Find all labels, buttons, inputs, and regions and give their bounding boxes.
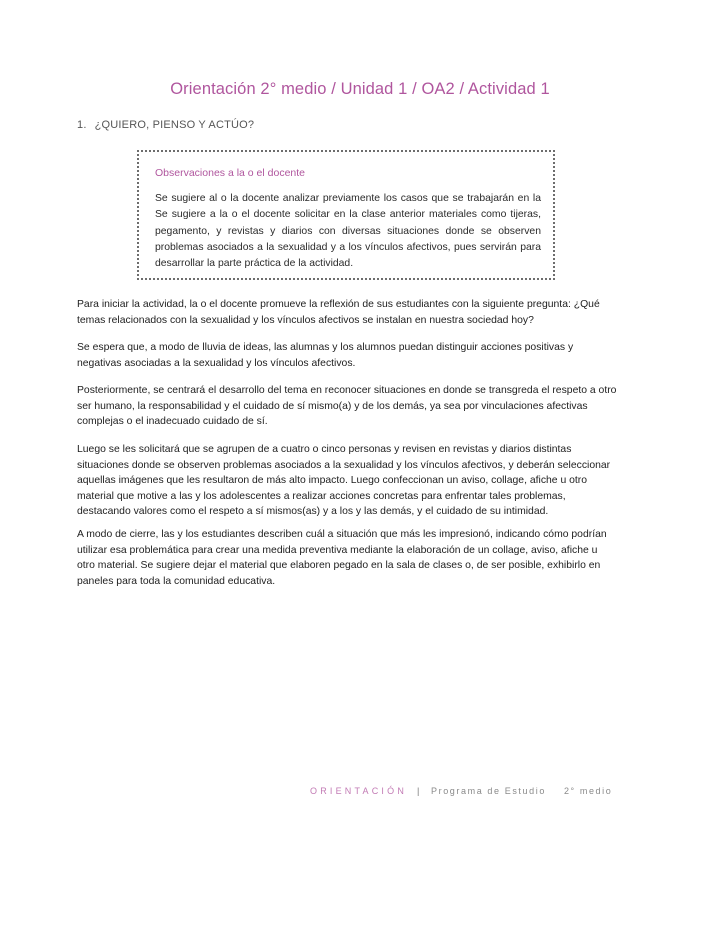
footer-brand: ORIENTACIÓN: [310, 786, 408, 796]
paragraph-closing: A modo de cierre, las y los estudiantes describen cuál a situación que más les impresionó, indicando cómo podrían utilizar esa problemática para crear una medida preventiva mediante la elaboración de un collage, aviso, afiche u otro material. Se sugiere dejar el material que elaboren pegado en la sala de clases o, de ser posible, exhibirlo en paneles para toda la comunidad educativa.: [77, 529, 607, 587]
footer-level: 2° medio: [563, 786, 613, 796]
page-title: Orientación 2° medio / Unidad 1 / OA2 / Actividad 1: [170, 80, 550, 98]
teacher-observations-box: [137, 150, 555, 280]
observations-body: Se sugiere al o la docente analizar previamente los casos que se trabajarán en la Se sugiere a la o el docente solicitar en la clase anterior materiales como tijeras, pegamento, y revistas y diarios con diversas situaciones donde se observen problemas asociados a la sexualidad y a los vínculos afectivos, pues servirán para desarrollar la parte práctica de la actividad.: [155, 193, 541, 270]
section-heading: [77, 119, 254, 131]
observations-title: Observaciones a la o el docente: [155, 167, 306, 179]
paragraph-development: Posteriormente, se centrará el desarrollo del tema en reconocer situaciones en donde se transgreda el respeto a otro ser humano, la responsabilidad y el cuidado de sí mismo(a) y de los demás, ya sea por vinculaciones afectivas complejas o el inadecuado cuidado de sí.: [77, 385, 617, 427]
section-title: ¿QUIERO, PIENSO Y ACTÚO?: [94, 119, 255, 131]
section-number: 1.: [77, 119, 87, 131]
paragraph-group-work: Luego se les solicitará que se agrupen de a cuatro o cinco personas y revisen en revistas y diarios distintas situaciones donde se observen problemas asociados a la sexualidad y los vínculos afectivos, y deberán seleccionar aquellas imágenes que les resultaron de más alto impacto. Luego confeccionan un aviso, collage, afiche u otro material que motive a las y los adolescentes a realizar acciones concretas para enfrentar tales problemas, destacando valores como el respeto a sí mismos(as) y a los y las demás, y el cuidado de su intimidad.: [77, 444, 611, 517]
page-footer: [310, 786, 612, 796]
paragraph-intro: Para iniciar la actividad, la o el docente promueve la reflexión de sus estudiantes con la siguiente pregunta: ¿Qué temas relacionados con la sexualidad y los vínculos afectivos se instalan en nuestra sociedad hoy?: [77, 299, 600, 326]
footer-separator: |: [417, 786, 421, 796]
paragraph-brainstorm: Se espera que, a modo de lluvia de ideas, las alumnas y los alumnos puedan distinguir acciones positivas y negativas asociadas a la sexualidad y los vínculos afectivos.: [77, 342, 574, 369]
footer-program: Programa de Estudio: [431, 786, 546, 796]
